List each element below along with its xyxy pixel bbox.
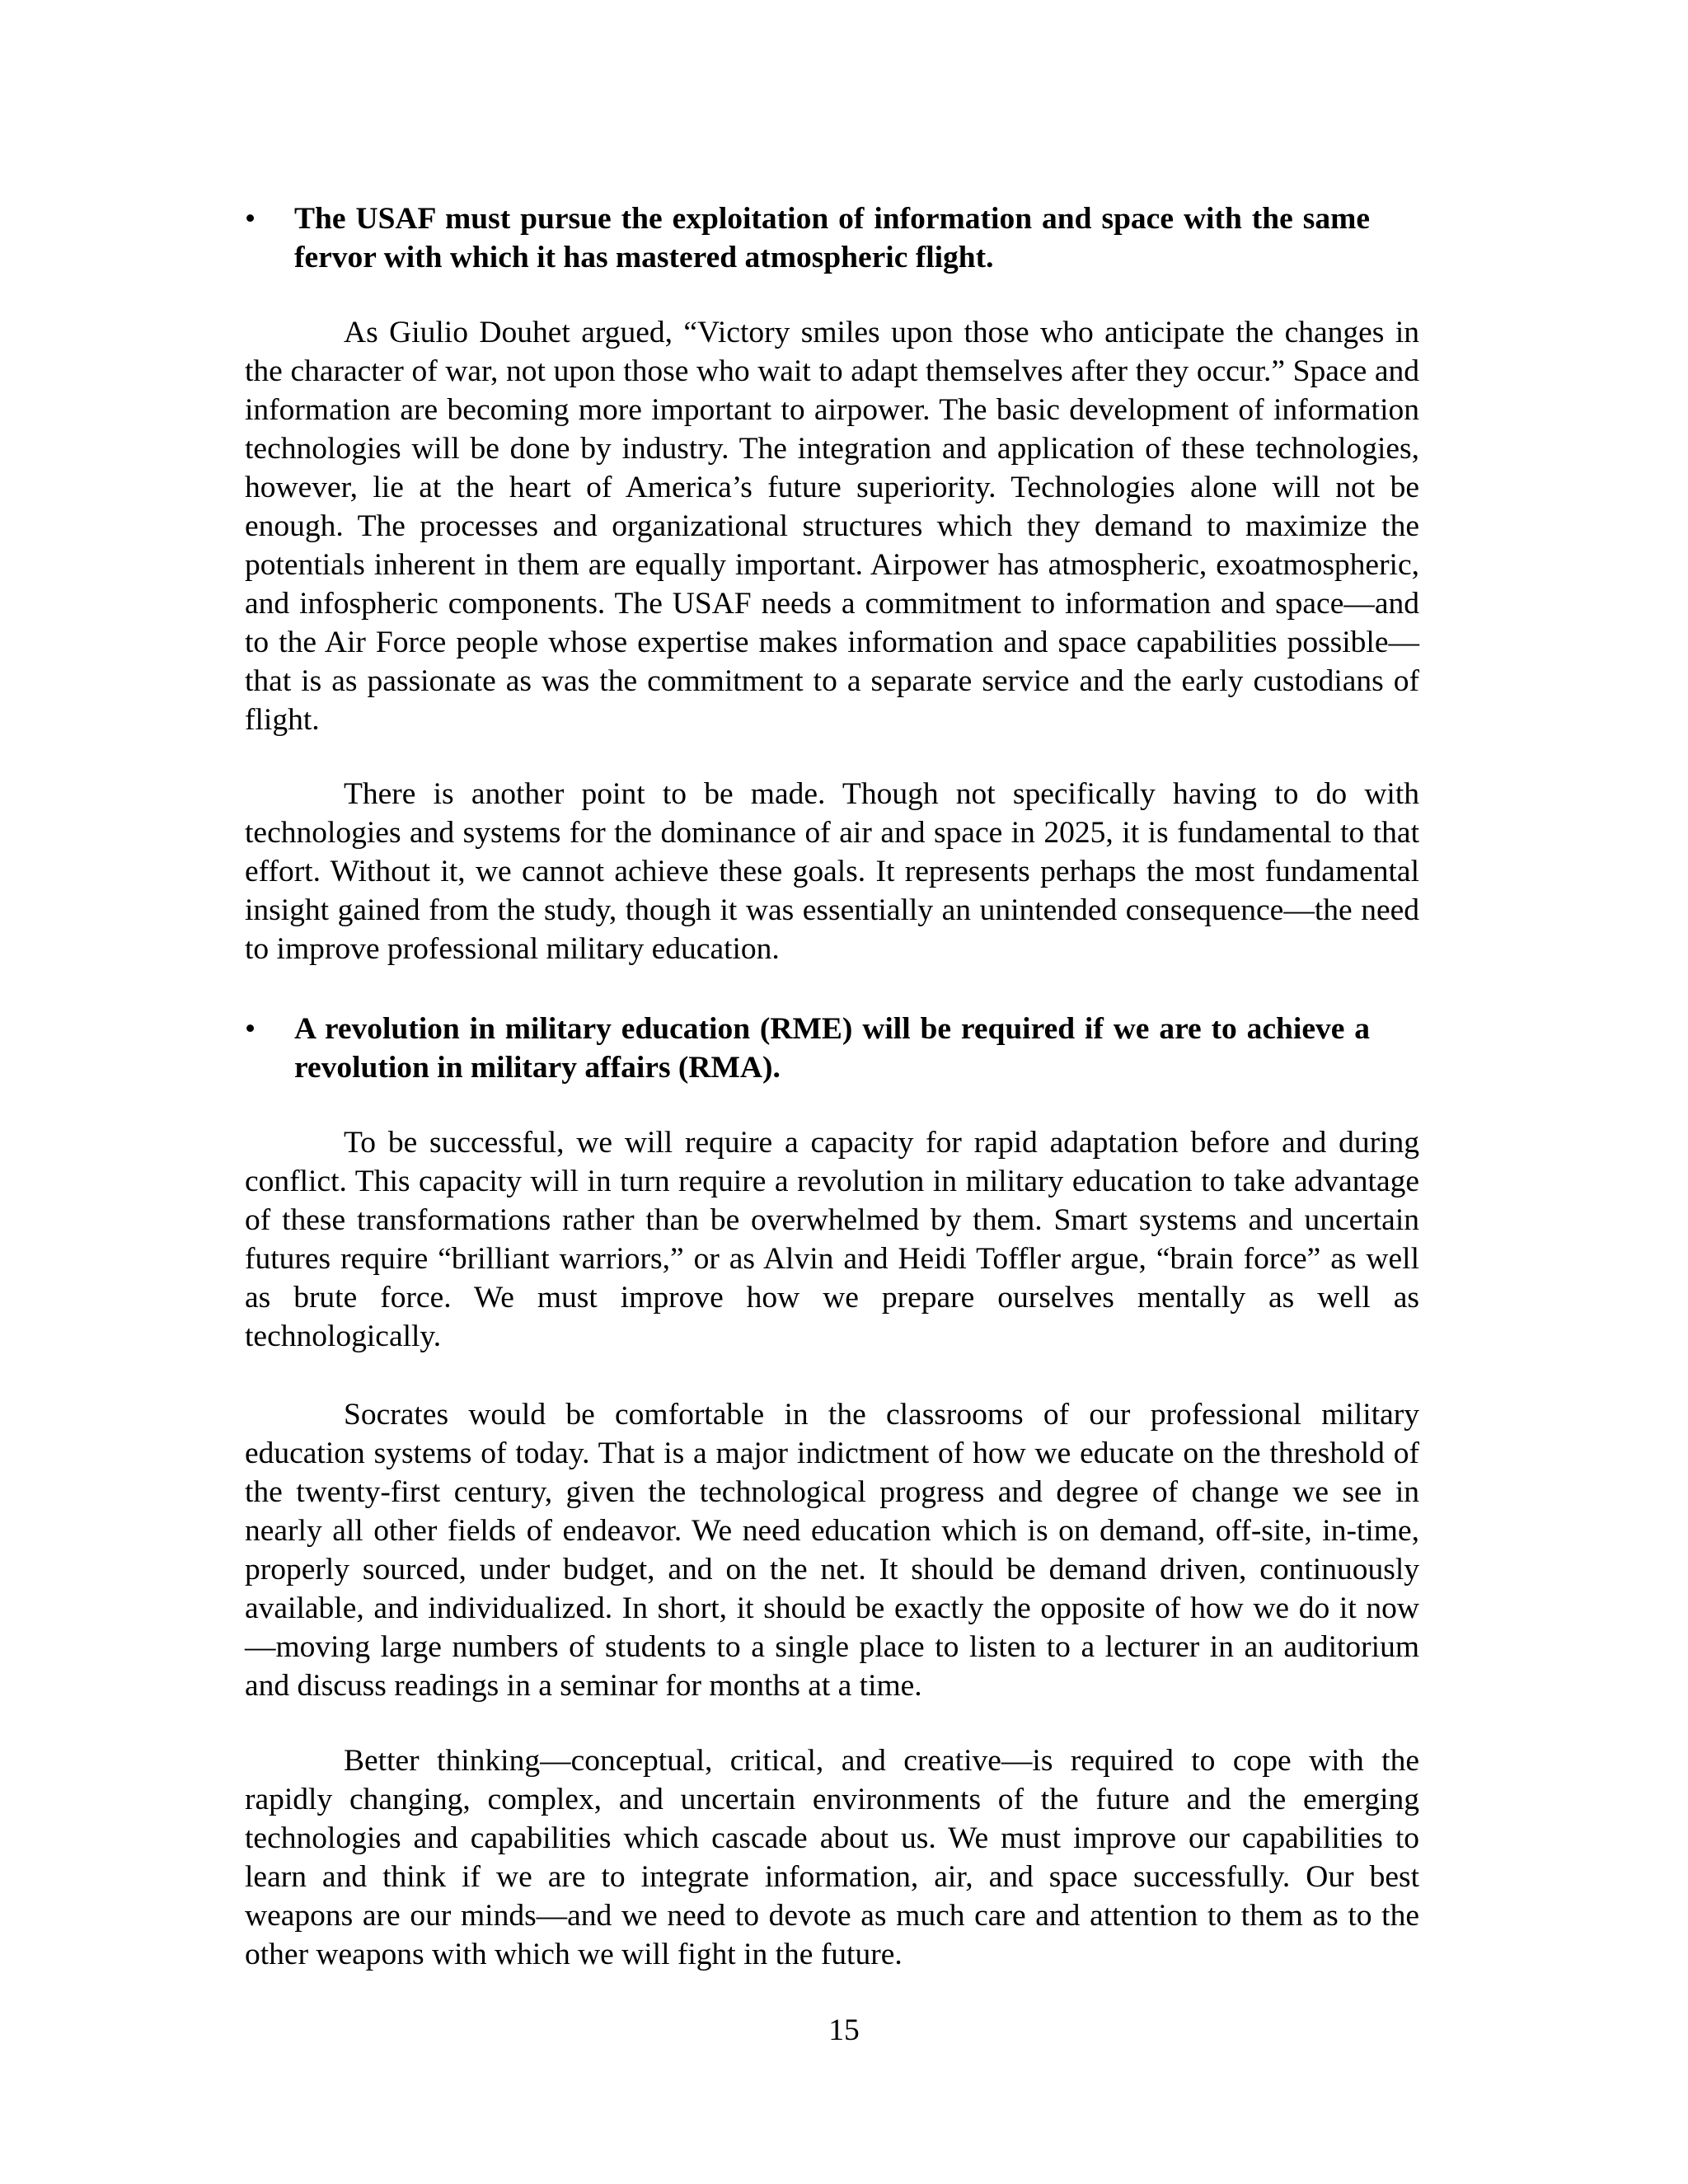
paragraph-rapid-adaptation: To be successful, we will require a capacity for rapid adaptation before and during conflict. This capacity will in turn require a revolution in military education to take advantage of these transformations rather than be overwhelmed by them. Smart systems and uncertain futures require “brilliant warriors,” or as Alvin and Heidi Toffler argue, “brain force” as well as brute force. We must improve how we prepare ourselves mentally as well as technologically.	[245, 1126, 1419, 1353]
paragraph-better-thinking: Better thinking—conceptual, critical, and creative—is required to cope with the rapidly changing, complex, and uncertain environments of the future and the emerging technologies and capabilities which cascade about us. We must improve our capabilities to learn and think if we are to integrate information, air, and space successfully. Our best weapons are our minds—and we need to devote as much care and attention to them as to the other weapons with which we will fight in the future.	[245, 1744, 1419, 1971]
bullet-text: The USAF must pursue the exploitation of information and space with the same fervor with which it has mastered atmospheric flight.	[294, 202, 1370, 274]
bullet-text: A revolution in military education (RME) will be required if we are to achieve a revolution in military affairs (RMA).	[294, 1012, 1370, 1085]
bullet-icon: •	[245, 1012, 256, 1046]
page-number: 15	[828, 2013, 860, 2047]
bullet-point-revolution-military-education	[245, 1010, 1419, 1087]
paragraph-socrates: Socrates would be comfortable in the classrooms of our professional military education systems of today. That is a major indictment of how we educate on the threshold of the twenty-first century, given the technological progress and degree of change we see in nearly all other fields of endeavor. We need education which is on demand, off-site, in-time, properly sourced, under budget, and on the net. It should be demand driven, continuously available, and individualized. In short, it should be exactly the opposite of how we do it now—moving large numbers of students to a single place to listen to a lecturer in an auditorium and discuss readings in a seminar for months at a time.	[245, 1398, 1419, 1703]
bullet-point-usaf-information-space	[245, 199, 1419, 277]
bullet-icon: •	[245, 202, 256, 236]
paragraph-another-point: There is another point to be made. Though not specifically having to do with technologies and systems for the dominance of air and space in 2025, it is fundamental to that effort. Without it, we cannot achieve these goals. It represents perhaps the most fundamental insight gained from the study, though it was essentially an unintended consequence—the need to improve professional military education.	[245, 777, 1419, 966]
paragraph-douhet: As Giulio Douhet argued, “Victory smiles upon those who anticipate the changes in the character of war, not upon those who wait to adapt themselves after they occur.” Space and information are becoming more important to airpower. The basic development of information technologies will be done by industry. The integration and application of these technologies, however, lie at the heart of America’s future superiority. Technologies alone will not be enough. The processes and organizational structures which they demand to maximize the potentials inherent in them are equally important. Airpower has atmospheric, exoatmospheric, and infospheric components. The USAF needs a commitment to information and space—and to the Air Force people whose expertise makes information and space capabilities possible—that is as passionate as was the commitment to a separate service and the early custodians of flight.	[245, 316, 1419, 737]
